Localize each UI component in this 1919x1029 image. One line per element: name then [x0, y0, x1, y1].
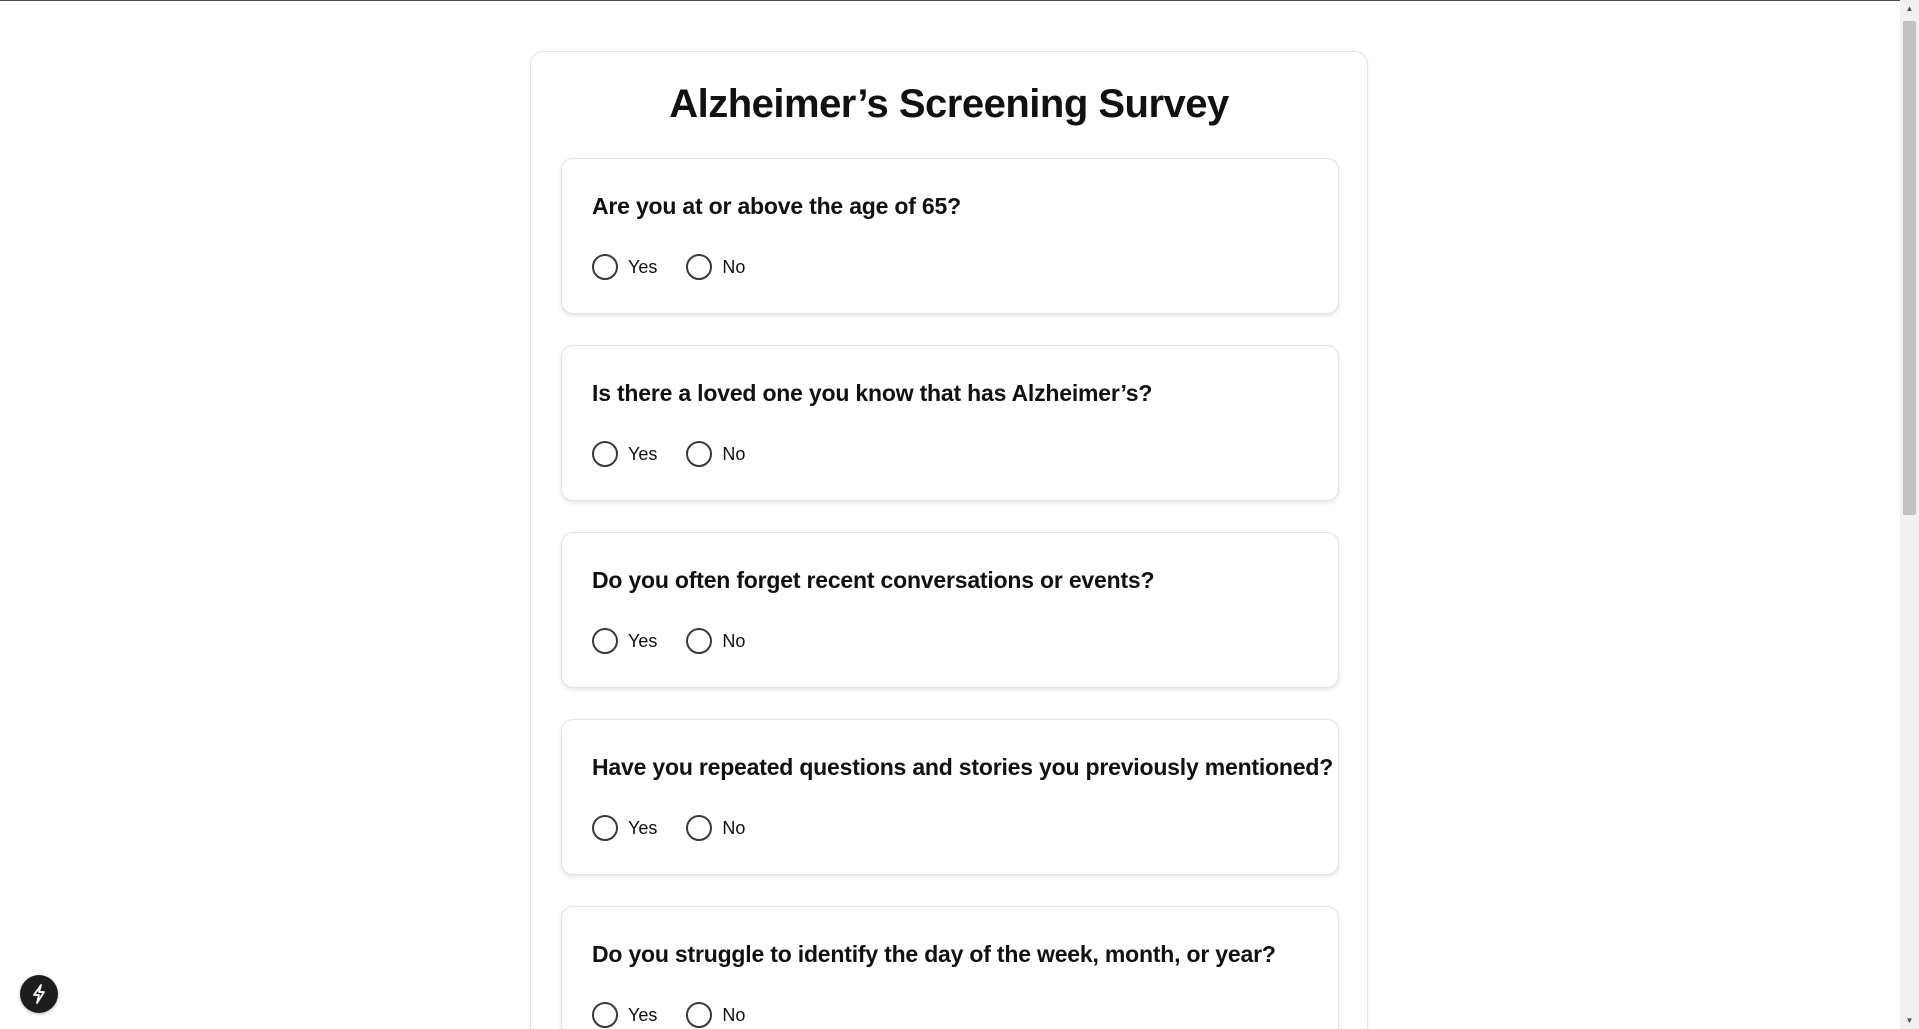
option-label: No: [722, 631, 746, 651]
survey-card: [530, 51, 1368, 1029]
page-viewport: [0, 1, 1900, 1029]
option-label: Yes: [628, 444, 658, 464]
option-label: No: [722, 444, 746, 464]
option-label: No: [722, 818, 746, 838]
option-label: Yes: [628, 631, 658, 651]
option-yes[interactable]: [592, 254, 657, 280]
lightning-bolt-icon: [30, 984, 48, 1004]
survey-title: Alzheimer’s Screening Survey: [669, 82, 1229, 126]
option-label: Yes: [628, 257, 658, 277]
scroll-up-arrow-icon[interactable]: ▲: [1905, 4, 1914, 13]
question-card: [561, 158, 1339, 314]
radio-button-no[interactable]: [686, 1002, 712, 1028]
radio-button-yes[interactable]: [592, 254, 618, 280]
vertical-scrollbar[interactable]: [1900, 0, 1919, 1029]
question-text: Is there a loved one you know that has Alzheimer’s?: [592, 380, 1153, 406]
option-yes[interactable]: [592, 628, 657, 654]
question-text: Do you struggle to identify the day of the week, month, or year?: [592, 941, 1276, 967]
option-yes[interactable]: [592, 441, 657, 467]
scrollbar-thumb[interactable]: [1903, 21, 1916, 515]
question-text: Do you often forget recent conversations or events?: [592, 567, 1155, 593]
radio-button-yes[interactable]: [592, 1002, 618, 1028]
option-label: Yes: [628, 1005, 658, 1025]
question-card: [561, 719, 1339, 875]
radio-button-no[interactable]: [686, 254, 712, 280]
question-card: [561, 345, 1339, 501]
option-no[interactable]: [686, 815, 745, 841]
option-yes[interactable]: [592, 815, 657, 841]
radio-button-yes[interactable]: [592, 628, 618, 654]
answer-options: [592, 252, 774, 282]
option-no[interactable]: [686, 1002, 745, 1028]
question-text: Have you repeated questions and stories you previously mentioned?: [592, 754, 1334, 780]
radio-button-no[interactable]: [686, 441, 712, 467]
scroll-down-arrow-icon[interactable]: ▼: [1905, 1016, 1914, 1025]
question-card: [561, 906, 1339, 1029]
radio-button-yes[interactable]: [592, 815, 618, 841]
option-no[interactable]: [686, 628, 745, 654]
option-yes[interactable]: [592, 1002, 657, 1028]
answer-options: [592, 626, 774, 656]
option-no[interactable]: [686, 254, 745, 280]
question-card: [561, 532, 1339, 688]
option-label: No: [722, 257, 746, 277]
answer-options: [592, 439, 774, 469]
radio-button-no[interactable]: [686, 628, 712, 654]
option-no[interactable]: [686, 441, 745, 467]
dev-tools-button[interactable]: [20, 975, 58, 1013]
option-label: Yes: [628, 818, 658, 838]
radio-button-no[interactable]: [686, 815, 712, 841]
option-label: No: [722, 1005, 746, 1025]
question-text: Are you at or above the age of 65?: [592, 193, 961, 219]
answer-options: [592, 1000, 774, 1029]
radio-button-yes[interactable]: [592, 441, 618, 467]
answer-options: [592, 813, 774, 843]
